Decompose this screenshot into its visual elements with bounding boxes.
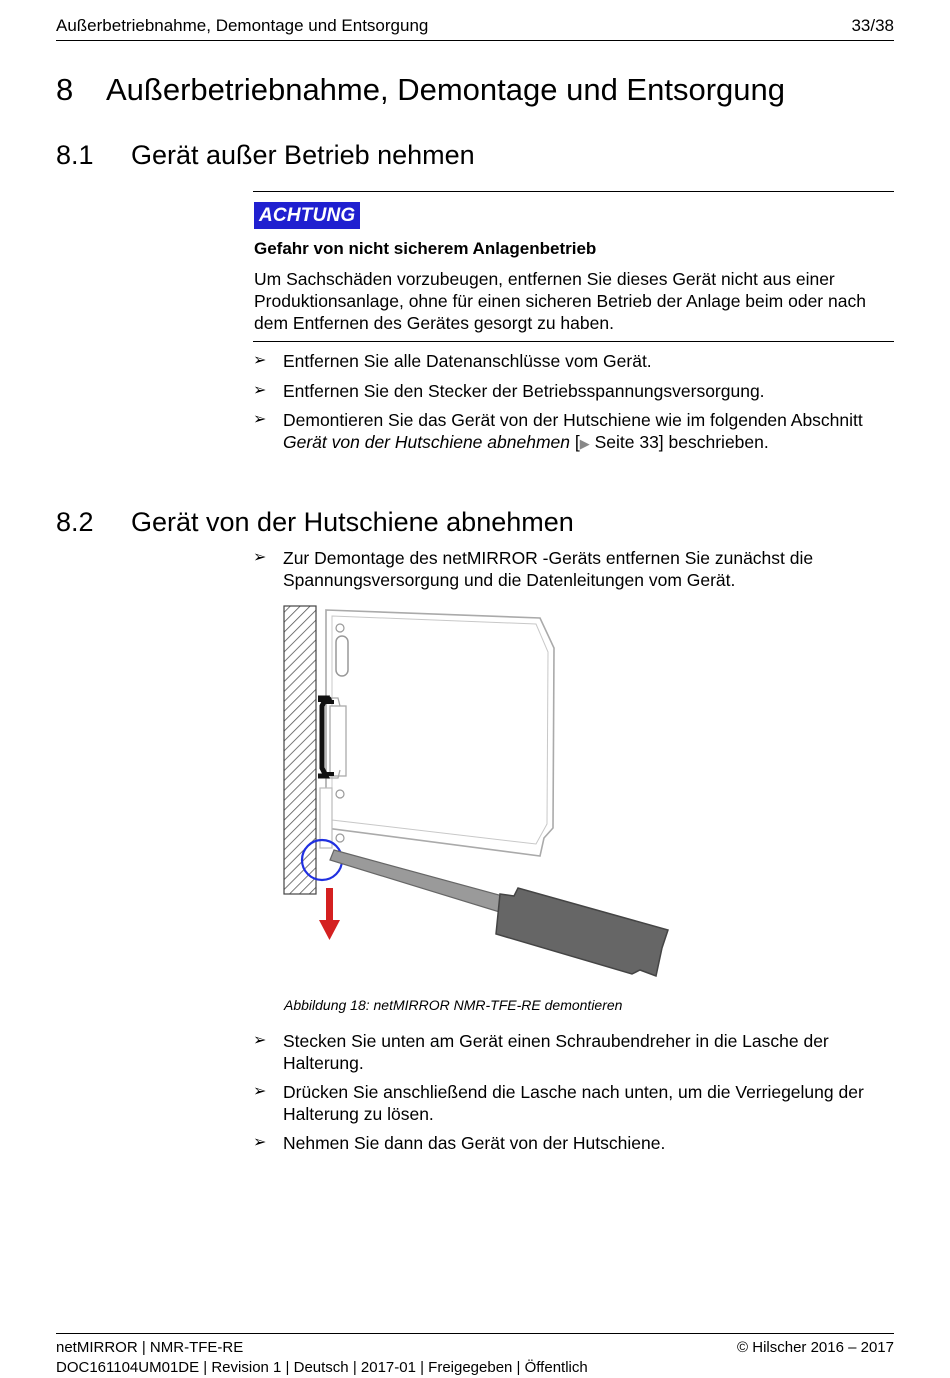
screwdriver-shaft — [330, 850, 510, 914]
list-item — [253, 1081, 893, 1125]
mounting-wall — [284, 606, 316, 894]
running-header — [56, 14, 894, 41]
chapter-heading — [56, 72, 785, 108]
chapter-number: 8 — [56, 72, 74, 107]
arrow-bullet-icon: ➢ — [253, 411, 267, 428]
arrow-bullet-icon: ➢ — [253, 1134, 267, 1151]
chapter-title: Außerbetriebnahme, Demontage und Entsorgung — [106, 72, 785, 107]
step-text: Zur Demontage des netMIRROR -Geräts entfernen Sie zunächst die Spannungsversorgung und die Datenleitungen vom Gerät. — [283, 548, 814, 590]
list-item — [253, 547, 893, 591]
step-text — [283, 409, 893, 455]
list-item — [253, 409, 893, 455]
step-text: Entfernen Sie alle Datenanschlüsse vom Gerät. — [283, 351, 652, 371]
footer-document-info: DOC161104UM01DE | Revision 1 | Deutsch | 2017-01 | Freigegeben | Öffentlich — [56, 1359, 588, 1376]
arrow-bullet-icon: ➢ — [253, 352, 267, 369]
list-item — [253, 1132, 893, 1154]
step-text-start: Demontieren Sie das Gerät von der Hutschiene wie im folgenden Abschnitt — [283, 410, 863, 430]
section-number: 8.2 — [56, 507, 94, 537]
bracket-open: [ — [569, 432, 580, 452]
footer-copyright: © Hilscher 2016 – 2017 — [737, 1339, 894, 1356]
arrow-bullet-icon: ➢ — [253, 1083, 267, 1100]
section-number: 8.1 — [56, 140, 94, 170]
caution-label: ACHTUNG — [254, 202, 360, 229]
page-footer — [56, 1333, 894, 1376]
step-text: Drücken Sie anschließend die Lasche nach unten, um die Verriegelung der Halterung zu lösen. — [283, 1082, 864, 1124]
arrow-bullet-icon: ➢ — [253, 1032, 267, 1049]
figure-caption: Abbildung 18: netMIRROR NMR-TFE-RE demontieren — [284, 997, 623, 1013]
arrow-bullet-icon: ➢ — [253, 382, 267, 399]
section-title: Gerät außer Betrieb nehmen — [131, 140, 475, 170]
step-text: Stecken Sie unten am Gerät einen Schraubendreher in die Lasche der Halterung. — [283, 1031, 829, 1073]
dismount-figure — [278, 598, 678, 983]
reference-triangle-icon: ▶ — [579, 436, 590, 451]
list-item — [253, 380, 893, 402]
din-rail — [318, 698, 326, 776]
caution-title: Gefahr von nicht sicherem Anlagenbetrieb — [254, 239, 597, 258]
step-text-end: beschrieben. — [663, 432, 769, 452]
step-text: Nehmen Sie dann das Gerät von der Hutschiene. — [283, 1133, 666, 1153]
list-item — [253, 1030, 893, 1074]
dismount-illustration — [278, 598, 678, 983]
step-text: Entfernen Sie den Stecker der Betriebsspannungsversorgung. — [283, 381, 765, 401]
caution-notice — [253, 191, 894, 342]
page-reference[interactable]: Seite 33] — [594, 432, 664, 452]
section-heading-8-1 — [56, 140, 475, 171]
caution-body: Um Sachschäden vorzubeugen, entfernen Sie dieses Gerät nicht aus einer Produktionsanlage, ohne für einen sicheren Betrieb der Anlage beim oder nach dem Entfernen des Gerätes gesorgt zu haben. — [254, 269, 866, 333]
list-item — [253, 350, 893, 372]
section-title: Gerät von der Hutschiene abnehmen — [131, 507, 574, 537]
footer-product: netMIRROR | NMR-TFE-RE — [56, 1339, 244, 1356]
page-number: 33/38 — [851, 16, 894, 35]
arrow-bullet-icon: ➢ — [253, 549, 267, 566]
cross-reference-link[interactable]: Gerät von der Hutschiene abnehmen — [283, 432, 570, 452]
screwdriver-handle — [496, 888, 668, 976]
down-arrow-icon — [326, 888, 333, 922]
device-housing — [326, 610, 554, 856]
section-heading-8-2 — [56, 507, 574, 538]
header-title: Außerbetriebnahme, Demontage und Entsorgung — [56, 16, 429, 35]
